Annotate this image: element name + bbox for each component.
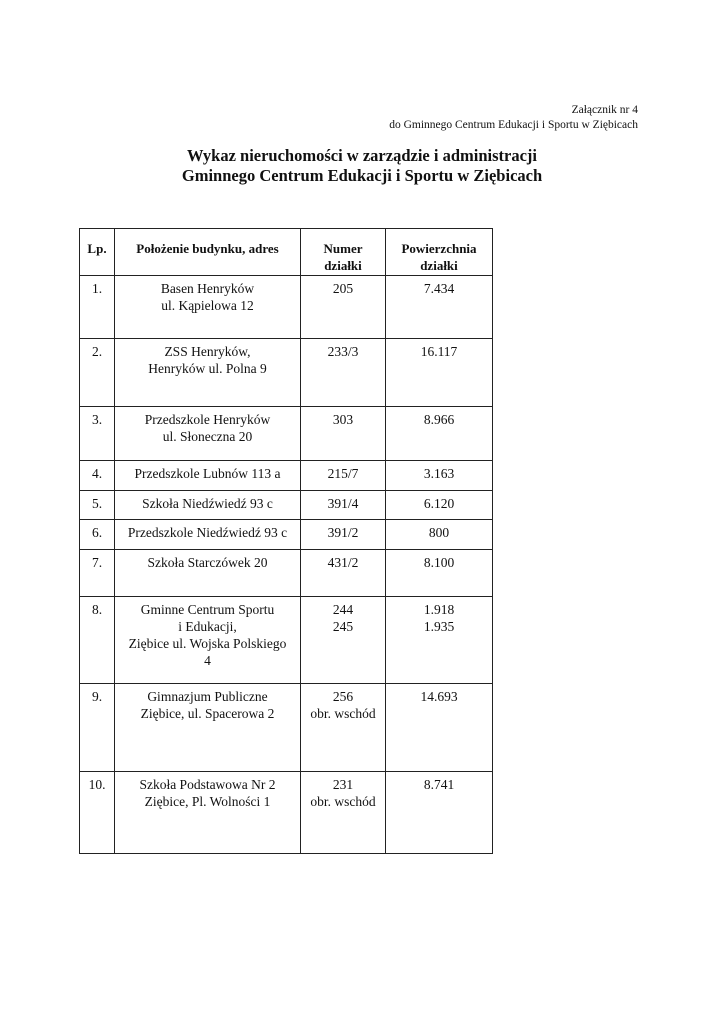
- cell-location: Przedszkole Henryków ul. Słoneczna 20: [115, 407, 301, 461]
- cell-area: 7.434: [386, 276, 493, 339]
- table-row: [80, 491, 493, 520]
- table-row: [80, 684, 493, 772]
- cell-parcel: 215/7: [301, 461, 386, 491]
- cell-area: 8.741: [386, 772, 493, 854]
- table-header-row: [80, 229, 493, 276]
- cell-lp: 9.: [80, 684, 115, 772]
- table-row: [80, 772, 493, 854]
- cell-lp: 2.: [80, 339, 115, 407]
- title-line-2: Gminnego Centrum Edukacji i Sportu w Ziębicach: [181, 166, 543, 185]
- cell-area: 16.117: [386, 339, 493, 407]
- header-lp: Lp.: [80, 229, 115, 276]
- document-title: [0, 146, 724, 186]
- cell-lp: 6.: [80, 520, 115, 550]
- cell-location: Gminne Centrum Sportu i Edukacji, Ziębice ul. Wojska Polskiego 4: [115, 597, 301, 684]
- cell-lp: 10.: [80, 772, 115, 854]
- table-row: [80, 597, 493, 684]
- cell-parcel: 303: [301, 407, 386, 461]
- table-row: [80, 520, 493, 550]
- cell-area: 1.918 1.935: [386, 597, 493, 684]
- cell-area: 8.966: [386, 407, 493, 461]
- header-parcel-area: Powierzchnia działki: [386, 229, 493, 276]
- cell-area: 800: [386, 520, 493, 550]
- annex-subtitle: do Gminnego Centrum Edukacji i Sportu w Ziębicach: [389, 119, 638, 131]
- property-table: [79, 228, 493, 854]
- cell-location: Szkoła Starczówek 20: [115, 550, 301, 597]
- cell-lp: 1.: [80, 276, 115, 339]
- table-row: [80, 276, 493, 339]
- cell-area: 3.163: [386, 461, 493, 491]
- cell-parcel: 431/2: [301, 550, 386, 597]
- cell-lp: 8.: [80, 597, 115, 684]
- cell-location: ZSS Henryków, Henryków ul. Polna 9: [115, 339, 301, 407]
- annex-reference: [389, 103, 638, 133]
- cell-lp: 5.: [80, 491, 115, 520]
- cell-location: Przedszkole Lubnów 113 a: [115, 461, 301, 491]
- cell-parcel: 205: [301, 276, 386, 339]
- cell-parcel: 391/4: [301, 491, 386, 520]
- table-row: [80, 461, 493, 491]
- cell-location: Szkoła Niedźwiedź 93 c: [115, 491, 301, 520]
- title-line-1: Wykaz nieruchomości w zarządzie i administracji: [187, 146, 537, 165]
- cell-parcel: 256 obr. wschód: [301, 684, 386, 772]
- cell-lp: 7.: [80, 550, 115, 597]
- cell-lp: 3.: [80, 407, 115, 461]
- cell-parcel: 231 obr. wschód: [301, 772, 386, 854]
- table-row: [80, 550, 493, 597]
- cell-location: Basen Henryków ul. Kąpielowa 12: [115, 276, 301, 339]
- cell-parcel: 244 245: [301, 597, 386, 684]
- cell-parcel: 233/3: [301, 339, 386, 407]
- cell-location: Przedszkole Niedźwiedź 93 c: [115, 520, 301, 550]
- cell-location: Gimnazjum Publiczne Ziębice, ul. Spacerowa 2: [115, 684, 301, 772]
- table-row: [80, 407, 493, 461]
- cell-location: Szkoła Podstawowa Nr 2 Ziębice, Pl. Wolności 1: [115, 772, 301, 854]
- cell-parcel: 391/2: [301, 520, 386, 550]
- table-row: [80, 339, 493, 407]
- header-parcel-number: Numer działki: [301, 229, 386, 276]
- header-location: Położenie budynku, adres: [115, 229, 301, 276]
- cell-lp: 4.: [80, 461, 115, 491]
- annex-number: Załącznik nr 4: [571, 104, 638, 116]
- cell-area: 14.693: [386, 684, 493, 772]
- cell-area: 6.120: [386, 491, 493, 520]
- cell-area: 8.100: [386, 550, 493, 597]
